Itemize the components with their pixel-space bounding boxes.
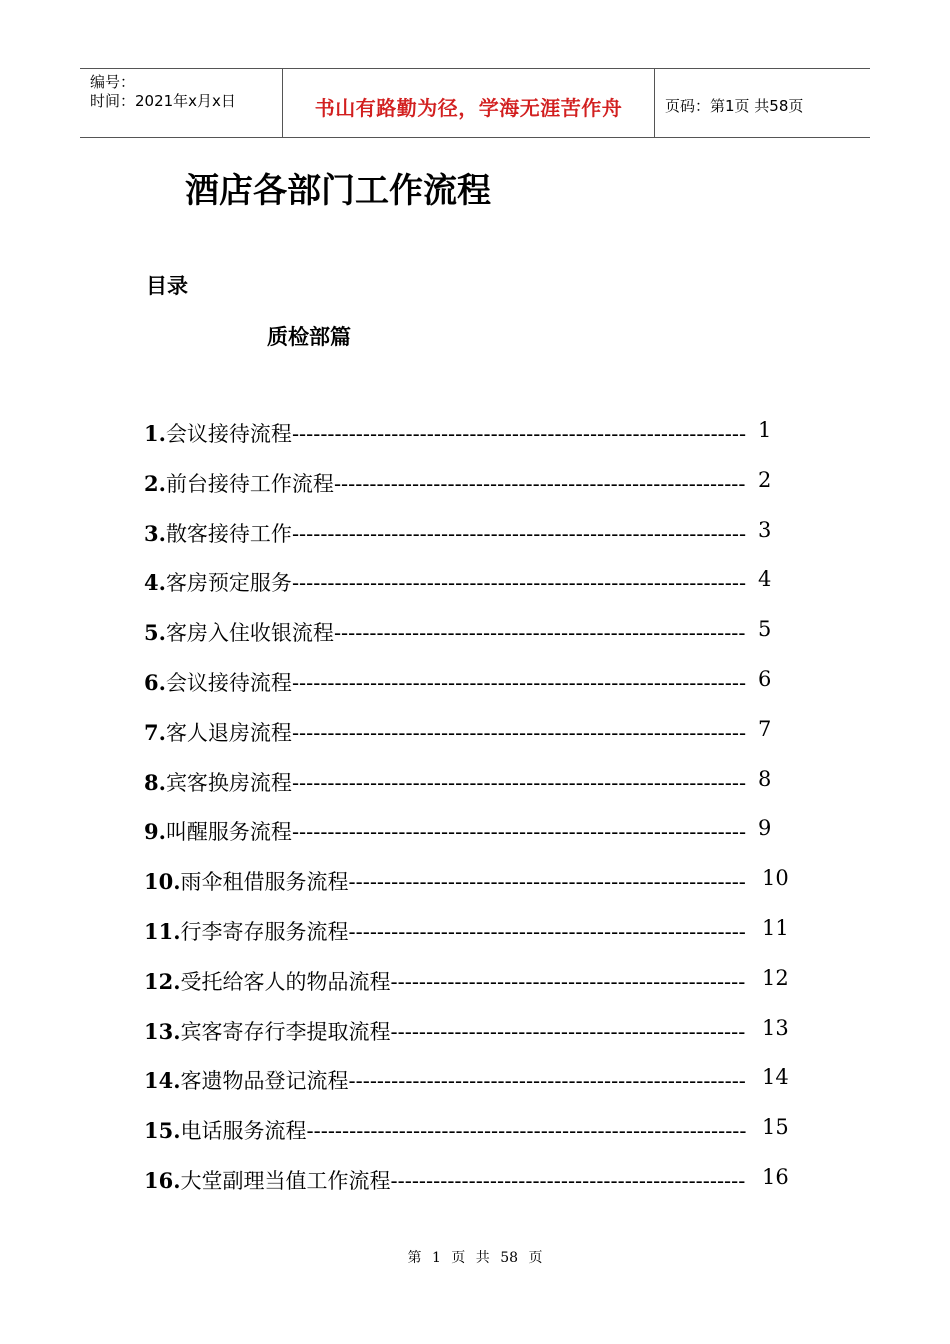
toc-entry[interactable]: [144, 1065, 804, 1115]
toc-entry-page: 8: [758, 766, 772, 791]
toc-entry-page: 11: [762, 915, 789, 940]
toc-entry-page: 6: [758, 666, 772, 691]
toc-entry-number: 15.: [144, 1118, 181, 1144]
toc-entry-page: 2: [758, 467, 772, 492]
header-motto: 书山有路勤为径，学海无涯苦作舟: [282, 69, 655, 137]
toc-entry-number: 12.: [144, 968, 181, 994]
toc-entry-number: 14.: [144, 1068, 181, 1094]
toc-entry-title: 宾客换房流程: [165, 770, 292, 795]
header-meta: [80, 69, 282, 137]
toc-entry-page: 15: [762, 1115, 789, 1140]
toc-entry[interactable]: [144, 1115, 804, 1165]
toc-leader-dashes: ----------------------------------------------------------------: [291, 521, 747, 546]
toc-entry-title: 前台接待工作流程: [165, 471, 334, 496]
toc-entry-page: 4: [758, 567, 772, 592]
toc-leader-dashes: --------------------------------------------------------------: [306, 1119, 747, 1144]
toc-entry-number: 10.: [144, 869, 181, 895]
toc-entry-page: 1: [758, 418, 772, 442]
toc-entry-number: 3.: [144, 520, 166, 546]
toc-leader-dashes: --------------------------------------------------: [390, 969, 746, 994]
toc-entry-number: 13.: [144, 1018, 181, 1044]
toc-leader-dashes: ----------------------------------------------------------------: [291, 720, 747, 745]
toc-heading: 目录: [146, 274, 188, 298]
toc-leader-dashes: ----------------------------------------------------------------: [291, 422, 747, 446]
toc-entry-title: 雨伞租借服务流程: [180, 870, 349, 895]
date-label: 时间：2021年x月x日: [90, 92, 236, 110]
toc-entry-number: 1.: [144, 421, 166, 446]
toc-leader-dashes: --------------------------------------------------: [390, 1168, 746, 1193]
page-footer: 第 1 页 共 58 页: [407, 1250, 543, 1266]
toc-entry[interactable]: [144, 468, 804, 518]
toc-entry[interactable]: [144, 567, 804, 617]
toc-entry[interactable]: [144, 518, 804, 568]
document-title: 酒店各部门工作流程: [185, 171, 491, 211]
toc-entry[interactable]: [144, 1016, 804, 1066]
toc-entry-number: 8.: [144, 769, 166, 795]
toc-leader-dashes: --------------------------------------------------------: [348, 1069, 746, 1094]
toc-entry-title: 大堂副理当值工作流程: [180, 1168, 391, 1193]
toc-leader-dashes: --------------------------------------------------------: [348, 870, 746, 895]
toc-entry-number: 2.: [144, 470, 166, 496]
toc-entry-page: 13: [762, 1015, 789, 1040]
toc-entry-page: 5: [758, 617, 772, 642]
toc-entry-page: 14: [762, 1065, 789, 1090]
page-header: [80, 68, 870, 138]
toc-leader-dashes: --------------------------------------------------: [390, 1019, 746, 1044]
toc-entry-title: 客房预定服务: [165, 571, 292, 596]
toc-entry-number: 11.: [144, 918, 181, 944]
toc-leader-dashes: ----------------------------------------------------------: [333, 471, 746, 496]
toc-entry-number: 5.: [144, 620, 166, 646]
toc-entry-title: 会议接待流程: [165, 422, 292, 446]
header-page-info: 页码：第1页 共58页: [665, 96, 804, 115]
toc-entry[interactable]: [144, 767, 804, 817]
toc-entry-number: 4.: [144, 570, 166, 596]
toc-entry[interactable]: [144, 916, 804, 966]
toc-leader-dashes: ----------------------------------------------------------------: [291, 571, 747, 596]
toc-entry-page: 9: [758, 816, 772, 841]
toc-entry-number: 16.: [144, 1167, 181, 1193]
toc-entry-title: 散客接待工作: [165, 521, 292, 546]
toc-entry[interactable]: [144, 617, 804, 667]
toc-leader-dashes: ----------------------------------------------------------------: [291, 770, 747, 795]
toc-entry-number: 7.: [144, 719, 166, 745]
table-of-contents: [144, 418, 804, 1215]
toc-entry[interactable]: [144, 866, 804, 916]
toc-entry-page: 7: [758, 716, 772, 741]
toc-entry[interactable]: [144, 418, 804, 468]
toc-entry-page: 10: [762, 866, 789, 891]
toc-entry[interactable]: [144, 1165, 804, 1215]
toc-entry-title: 会议接待流程: [165, 670, 292, 695]
toc-entry[interactable]: [144, 717, 804, 767]
toc-leader-dashes: --------------------------------------------------------: [348, 919, 746, 944]
toc-leader-dashes: ----------------------------------------------------------------: [291, 670, 747, 695]
toc-entry-title: 电话服务流程: [180, 1119, 307, 1144]
toc-entry-title: 客房入住收银流程: [165, 621, 334, 646]
number-label: 编号：: [90, 73, 136, 91]
toc-entry[interactable]: [144, 667, 804, 717]
toc-entry-title: 客遗物品登记流程: [180, 1069, 349, 1094]
toc-entry-page: 16: [762, 1164, 789, 1189]
toc-entry-title: 客人退房流程: [165, 720, 292, 745]
toc-leader-dashes: ----------------------------------------------------------: [333, 621, 746, 646]
toc-entry-title: 宾客寄存行李提取流程: [180, 1019, 391, 1044]
toc-entry[interactable]: [144, 816, 804, 866]
toc-entry-number: 6.: [144, 669, 166, 695]
toc-entry-title: 行李寄存服务流程: [180, 919, 349, 944]
toc-entry-page: 12: [762, 965, 789, 990]
toc-entry-title: 受托给客人的物品流程: [180, 969, 391, 994]
section-title: 质检部篇: [267, 325, 351, 349]
toc-leader-dashes: ----------------------------------------------------------------: [291, 820, 747, 845]
toc-entry-title: 叫醒服务流程: [165, 820, 292, 845]
toc-entry-page: 3: [758, 517, 772, 542]
toc-entry-number: 9.: [144, 819, 166, 845]
toc-entry[interactable]: [144, 966, 804, 1016]
